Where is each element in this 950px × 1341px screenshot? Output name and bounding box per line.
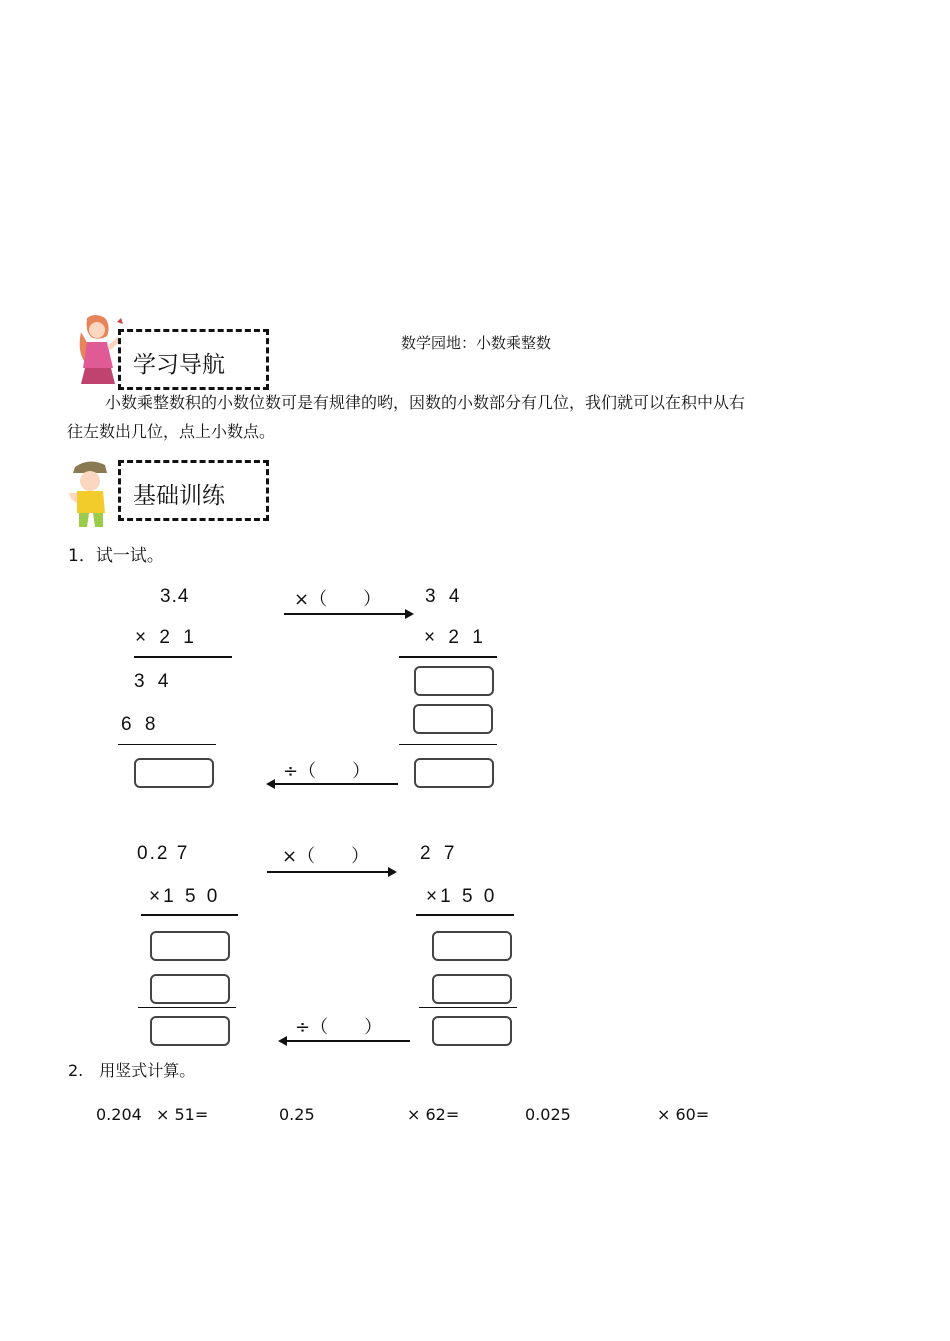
section-heading-box — [118, 329, 269, 390]
question-2-label: 2. 用竖式计算。 — [68, 1061, 196, 1080]
ex1-left-partial-1: 3 4 — [134, 671, 173, 692]
page-title: 数学园地：小数乘整数 — [401, 334, 552, 352]
ex1-left-line-1 — [134, 656, 232, 658]
ex1-forward-arrow — [284, 613, 412, 615]
ex2-back-arrow — [280, 1040, 410, 1042]
ex2-forward-arrow — [267, 871, 395, 873]
ex1-right-partial-box-1[interactable] — [414, 666, 494, 696]
question-1-label: 1．试一试。 — [68, 546, 164, 566]
ex2-left-top: 0.2 7 — [137, 843, 190, 864]
ex2-left-partial-box-2[interactable] — [150, 974, 230, 1004]
ex2-right-line-2 — [419, 1007, 517, 1008]
section-heading-basic-training: 基础训练 — [133, 483, 225, 509]
ex2-right-top: 2 7 — [420, 843, 459, 864]
section-heading-learning-guide: 学习导航 — [133, 352, 225, 378]
ex1-left-answer-box[interactable] — [134, 758, 214, 788]
ex1-right-partial-box-2[interactable] — [413, 704, 493, 734]
intro-line-2: 往左数出几位，点上小数点。 — [67, 422, 276, 441]
ex2-left-answer-box[interactable] — [150, 1016, 230, 1046]
q2-item-3-operator: × 60= — [657, 1105, 710, 1124]
ex2-left-line-1 — [141, 914, 238, 916]
ex1-back-arrow — [268, 783, 398, 785]
ex1-right-line-2 — [399, 744, 497, 745]
ex1-back-operator: ÷（ ） — [283, 761, 371, 782]
ex2-left-mult: ×1 5 0 — [149, 886, 221, 907]
ex1-right-mult: × 2 1 — [424, 627, 487, 648]
q2-item-2-operator: × 62= — [407, 1105, 460, 1124]
section-heading-box — [118, 460, 269, 521]
ex1-left-line-2 — [118, 744, 216, 745]
ex2-back-operator: ÷（ ） — [295, 1017, 383, 1038]
ex2-left-partial-box-1[interactable] — [150, 931, 230, 961]
ex1-right-top: 3 4 — [425, 586, 464, 607]
q2-item-1-operator: × 51= — [156, 1105, 209, 1124]
boy-illustration-icon — [67, 457, 115, 531]
q2-item-3-number: 0.025 — [525, 1105, 571, 1124]
ex2-forward-operator: ×（ ） — [282, 846, 370, 867]
ex1-left-top: 3.4 — [160, 586, 190, 607]
ex1-left-partial-2: 6 8 — [121, 714, 160, 735]
ex2-right-line-1 — [416, 914, 514, 916]
ex2-right-partial-box-2[interactable] — [432, 974, 512, 1004]
ex2-right-partial-box-1[interactable] — [432, 931, 512, 961]
intro-line-1: 小数乘整数积的小数位数可是有规律的哟，因数的小数部分有几位，我们就可以在积中从右 — [105, 393, 746, 412]
teacher-illustration-icon — [67, 312, 125, 386]
ex1-forward-operator: ×（ ） — [294, 589, 382, 610]
ex1-left-mult: × 2 1 — [135, 627, 198, 648]
ex2-right-answer-box[interactable] — [432, 1016, 512, 1046]
ex1-right-line-1 — [399, 656, 497, 658]
ex2-left-line-2 — [138, 1007, 236, 1008]
q2-item-1-number: 0.204 — [96, 1105, 142, 1124]
ex1-right-answer-box[interactable] — [414, 758, 494, 788]
q2-item-2-number: 0.25 — [279, 1105, 315, 1124]
ex2-right-mult: ×1 5 0 — [426, 886, 498, 907]
